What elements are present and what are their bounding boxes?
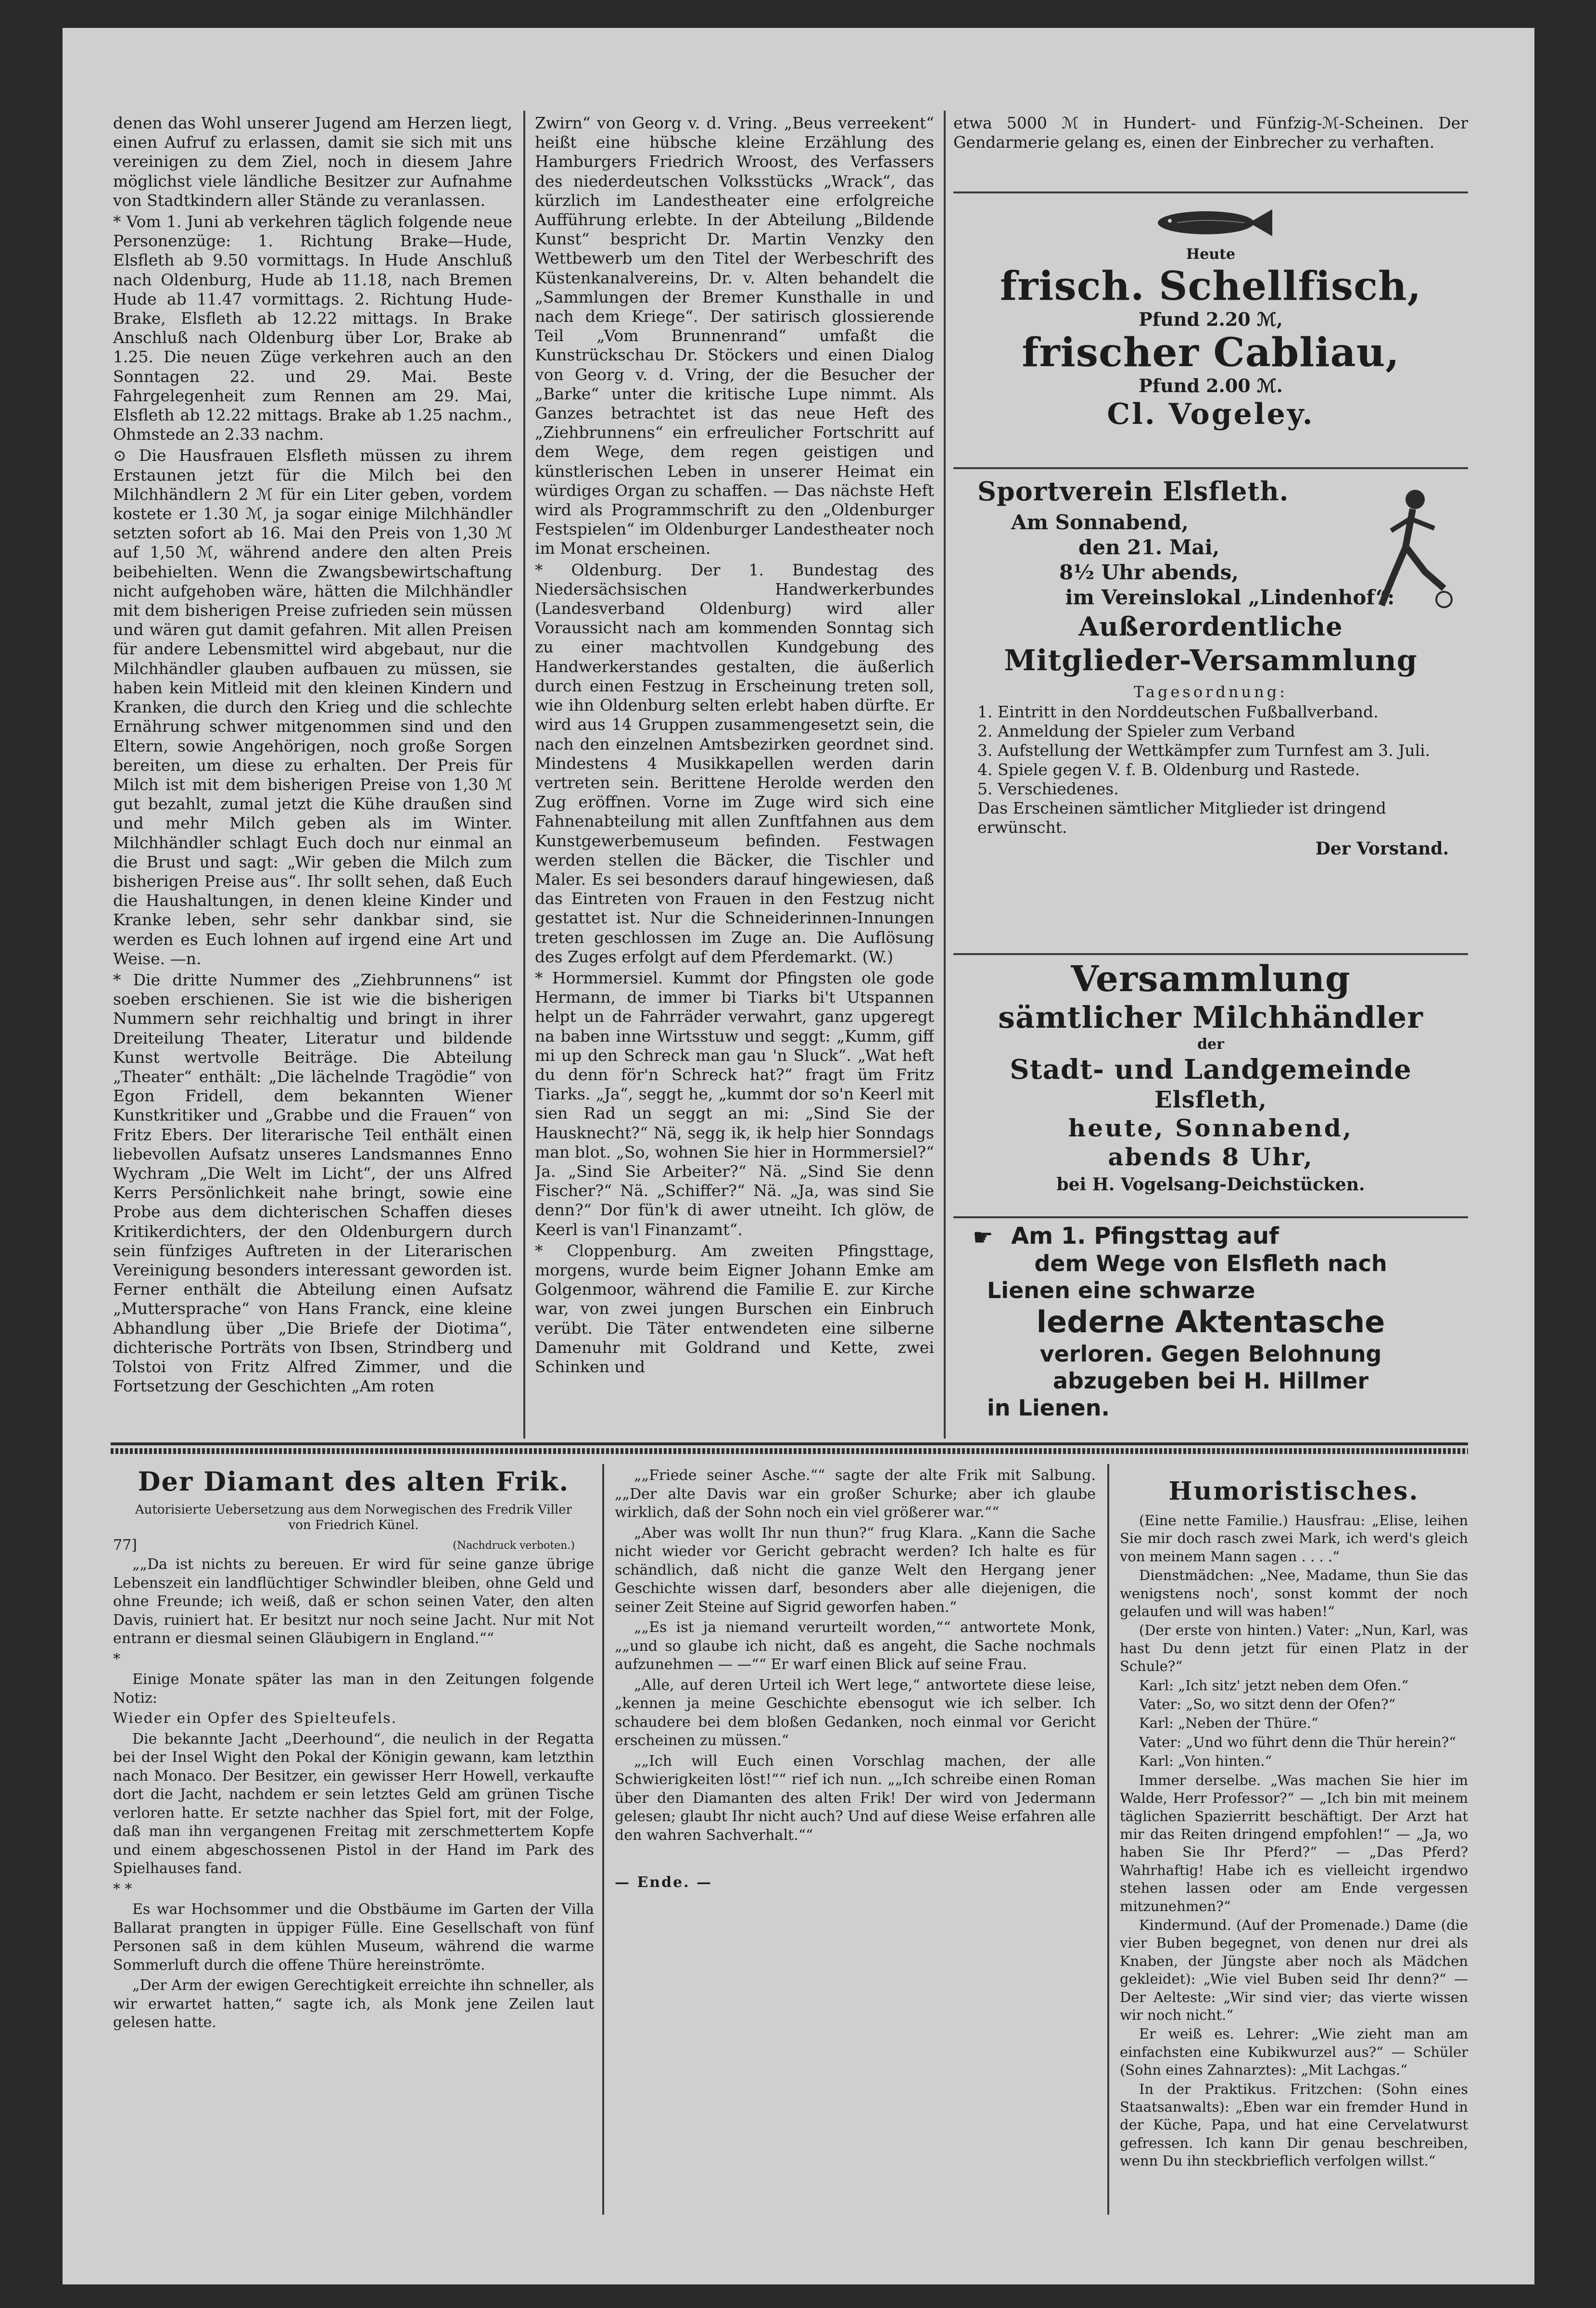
news-paragraph: * Cloppenburg. Am zweiten Pfingsttage, morgens, wurde beim Eigner Johann Emke am Golgenmoor, während die Familie E. zur Kirche war, von zwei jungen Burschen ein Einbruch verübt. Die Täter entwendeten eine silberne Damenuhr mit Goldrand und Kette, zwei Schinken und [535, 1241, 934, 1376]
news-column-1 [113, 114, 512, 1434]
humor-paragraph: Immer derselbe. „Was machen Sie hier im Walde, Herr Professor?“ — „Ich bin mit meinem täglichen Spazierritt beschäftigt. Der Arzt hat mir das Reiten dringend empfohlen!“ — „Ja, wo haben Sie Ihr Pferd?“ — „Das Pferd? Wahrhaftig! Habe ich es vielleicht irgendwo stehen lassen oder am Ende vergessen mitzunehmen?“ [1120, 1772, 1468, 1914]
story-paragraph: Es war Hochsommer und die Obstbäume im Garten der Villa Ballarat prangten in üppiger Fülle. Eine Gesellschaft von fünf Personen saß in dem kühlen Museum, während die warme Sommerluft durch die offene Thüre hereinströmte. [113, 1901, 594, 1974]
ad-divider [953, 953, 1468, 955]
humor-paragraph: In der Praktikus. Fritzchen: (Sohn eines Staatsanwalts): „Eben war ein fremder Hund in der Küche, Papa, und hat eine Cervelatwurst gefressen. Ich kann Dir genau beschreiben, wenn Du ihn steckbrieflich verfolgen willst.“ [1120, 2080, 1468, 2169]
ad-text: der [1197, 1036, 1224, 1053]
fish-icon [1148, 204, 1273, 242]
agenda-title: Tagesordnung: [1134, 683, 1288, 701]
ad-headline: frisch. Schellfisch, [1000, 263, 1422, 309]
ad-signature: Der Vorstand. [1315, 839, 1449, 859]
ad-text: den 21. Mai, [1078, 536, 1220, 559]
ad-headline: Elsfleth, [1154, 1086, 1267, 1113]
agenda-item: 1. Eintritt in den Norddeutschen Fußballverband. [977, 702, 1379, 721]
sport-club-advertisement [953, 475, 1468, 952]
news-paragraph: etwa 5000 ℳ in Hundert- und Fünfzig-ℳ-Scheinen. Der Gendarmerie gelang es, einen der Einbrecher zu verhaften. [953, 114, 1468, 152]
feuilleton-rule [111, 1448, 1468, 1454]
humor-paragraph: Vater: „So, wo sitzt denn der Ofen?“ [1139, 1696, 1396, 1713]
humor-paragraph: (Der erste von hinten.) Vater: „Nun, Karl, was hast Du denn jetzt für einen Platz in der Schule?“ [1120, 1622, 1468, 1675]
ad-headline: frischer Cabliau, [1022, 330, 1400, 376]
column-divider [1107, 1464, 1109, 2215]
column-divider [523, 111, 525, 1439]
column-divider [602, 1464, 604, 2215]
ad-headline: Versammlung [1071, 959, 1351, 1000]
news-paragraph: * Oldenburg. Der 1. Bundestag des Niedersächsischen Handwerkerbundes (Landesverband Oldenburg) wird aller Voraussicht nach am kommenden Sonntag sich zu einer machtvollen Kundgebung des Handwerkerstandes gestalten, die äußerlich durch einen Festzug in Erscheinung treten soll, wie ihn Oldenburg selten erlebt haben dürfte. Er wird aus 14 Gruppen zusammengesetzt sein, die nach den einzelnen Amtsbezirken geordnet sind. Mindestens 4 Musikkapellen werden darin vertreten sein. Berittene Herolde werden den Zug eröffnen. Vorne im Zuge wird sich eine Fahnenabteilung mit allen Zunftfahnen aus dem Kunstgewerbemuseum befinden. Festwagen werden stellen die Bäcker, die Tischler und Maler. Es sei besonders darauf hingewiesen, daß das Eintreten von Frauen in den Festzug nicht gestattet ist. Nur die Schneiderinnen-Innungen treten geschlossen im Zuge an. Die Auflösung des Zuges erfolgt auf dem Pferdemarkt. (W.) [535, 560, 934, 966]
humor-paragraph: Karl: „Von hinten.“ [1139, 1753, 1272, 1770]
serial-subtitle: Autorisierte Uebersetzung aus dem Norwegischen des Fredrik Viller von Friedrich Künel. [135, 1503, 572, 1532]
ad-text: Pfund 2.00 ℳ. [1139, 375, 1283, 396]
separator-star: * * [113, 1880, 132, 1898]
newspaper-page [63, 28, 1534, 2284]
milk-dealers-meeting-advertisement [953, 959, 1468, 1214]
humor-paragraph: Karl: „Ich sitz' jetzt neben dem Ofen.“ [1139, 1677, 1409, 1694]
story-paragraph: „„Ich will Euch einen Vorschlag machen, der alle Schwierigkeiten löst!““ rief ich nun. „„Ich schreibe einen Roman über den Diamanten des alten Frik! Der wird von Jedermann gelesen; glaubt Ihr nicht auch? Und auf diese Weise erfahren alle den wahren Sachverhalt.““ [615, 1752, 1096, 1844]
ad-text: Das Erscheinen sämtlicher Mitglieder ist dringend erwünscht. [977, 799, 1386, 837]
humor-paragraph: Kindermund. (Auf der Promenade.) Dame (die vier Buben begegnet, von denen nur drei als Knaben, der Jüngste aber noch als Mädchen gekleidet): „Wie viel Buben seid Ihr denn?“ — Der Aelteste: „Wir sind vier; das vierte wissen wir noch nicht.“ [1120, 1916, 1468, 2023]
ad-text: 8½ Uhr abends, [1059, 561, 1239, 584]
ad-headline: lederne Aktentasche [1036, 1304, 1385, 1339]
ad-headline: Sportverein Elsfleth. [977, 476, 1289, 507]
news-column-2 [535, 114, 934, 1434]
ad-divider [953, 467, 1468, 469]
ad-text: im Vereinslokal „Lindenhof“: [1065, 586, 1395, 609]
humor-paragraph: Vater: „Und wo führt denn die Thür herein?“ [1139, 1734, 1456, 1750]
story-end-mark: — Ende. — [615, 1874, 713, 1891]
story-paragraph: Die bekannte Jacht „Deerhound“, die neulich in der Regatta bei der Insel Wight den Pokal der Königin gewann, kam letzthin nach Monaco. Der Besitzer, ein gewisser Herr Howell, verkaufte dort die Jacht, nachdem er sein letztes Geld am grünen Tische verloren hatte. Er setzte nachher das Spiel fort, mit der Folge, daß man ihn vergangenen Freitag mit zerschmettertem Kopfe und einem abgeschossenen Pistol in der Hand im Park des Spielhauses fand. [113, 1730, 594, 1877]
humor-paragraph: Er weiß es. Lehrer: „Wie zieht man am einfachsten eine Kubikwurzel aus?“ — Schüler (Sohn eines Zahnarztes): „Mit Lachgas.“ [1120, 2026, 1468, 2078]
football-player-icon [1372, 485, 1454, 610]
humor-title: Humoristisches. [1168, 1477, 1419, 1506]
ad-divider [953, 1216, 1468, 1218]
ad-text: Am Sonnabend, [1011, 510, 1189, 534]
news-paragraph: * Vom 1. Juni ab verkehren täglich folgende neue Personenzüge: 1. Richtung Brake—Hude, Elsfleth ab 9.50 vormittags. In Hude Anschluß nach Oldenburg, Hude ab 11.18, nach Bremen Hude ab 11.47 vormittags. 2. Richtung Hude-Brake, Elsfleth ab 12.22 mittags. In Brake Anschluß nach Oldenburg über Lor, Brake ab 1.25. Die neuen Züge verkehren auch an den Sonntagen 22. und 29. Mai. Beste Fahrgelegenheit zum Rennen am 29. Mai, Elsfleth ab 12.22 mittags. Brake ab 1.25 nachm., Ohmstede an 2.33 nachm. [113, 212, 512, 444]
humor-paragraph: Karl: „Neben der Thüre.“ [1139, 1715, 1318, 1732]
ad-text: dem Wege von Elsfleth nach [1034, 1250, 1387, 1276]
news-paragraph: * Hormmersiel. Kummt dor Pfingsten ole gode Hermann, de immer bi Tiarks bi't Utspannen helpt un de Fahrräder verwahrt, ganz upgeregt na baben inne Wirtsstuw und seggt: „Kumm, giff mi up den Schreck man gau 'n Sluck“. „Wat heft du denn för'n Schreck hat?“ fragt üm Fritz Tiarks. „Ja“, seggt he, „kummt dor so'n Keerl mit sien Rad un seggt an mi: „Sind Sie der Hausknecht?“ Nä, segg ik, ik help hier Sonndags man blot. „So, wohnen Sie hier in Hormmersiel?“ Ja. „Sind Sie Arbeiter?“ Nä. „Sind Sie denn Fischer?“ Nä. „Schiffer?“ Nä. „Ja, was sind Sie denn?“ Dor fün'k di awer utneiht. Ich glöw, de Keerl is van'l Finanzamt“. [535, 968, 934, 1239]
news-paragraph: Zwirn“ von Georg v. d. Vring. „Beus verreekent“ heißt eine hübsche kleine Erzählung des Hamburgers Friedrich Wroost, des Verfassers des niederdeutschen Volksstücks „Wrack“, das kürzlich im Landestheater eine erfolgreiche Aufführung erlebte. In der Abteilung „Bildende Kunst“ bespricht Dr. Martin Venzky den Wettbewerb um den Titel der Werbeschrift des Küstenkanalvereins, Dr. v. Alten behandelt die „Sammlungen der Bremer Kunsthalle in und nach dem Kriege“. Der satirisch glossierende Teil „Vom Brunnenrand“ umfaßt die Kunstrückschau Dr. Stöckers und einen Dialog von Georg v. d. Vring, der die Besucher der „Barke“ unter die kritische Lupe nimmt. Als Ganzes betrachtet ist das neue Heft des „Ziehbrunnens“ ein erfreulicher Fortschritt auf dem Wege, dem regen geistigen und künstlerischen Leben in unserer Heimat ein würdiges Organ zu schaffen. — Das nächste Heft wird als Programmschrift zu den „Oldenburger Festspielen“ im Oldenburger Landestheater noch im Monat erscheinen. [535, 114, 934, 558]
story-paragraph: „Alle, auf deren Urteil ich Wert lege,“ antwortete diese leise, „kennen ja meine Geschichte ebensogut wie ich selber. Ich schaudere bei dem bloßen Gedanken, noch einmal vor Gericht erscheinen zu müssen.“ [615, 1676, 1096, 1749]
ad-headline: sämtlicher Milchhändler [998, 1000, 1423, 1035]
ad-text: Pfund 2.20 ℳ, [1139, 308, 1283, 330]
ad-text: Heute [1186, 246, 1236, 263]
story-headline: Wieder ein Opfer des Spielteufels. [113, 1710, 397, 1727]
ad-headline: Außerordentliche [1078, 611, 1343, 642]
news-paragraph: denen das Wohl unserer Jugend am Herzen liegt, einen Aufruf zu erlassen, damit sie sich mit uns vereinigen zu dem Ziel, noch in diesem Jahre möglichst viele ländliche Besitzer zur Aufnahme von Stadtkindern aller Stände zu veranlassen. [113, 114, 512, 210]
agenda-item: 3. Aufstellung der Wettkämpfer zum Turnfest am 3. Juli. [977, 741, 1431, 760]
ad-text: verloren. Gegen Belohnung [1039, 1341, 1382, 1367]
ad-headline: abends 8 Uhr, [1108, 1143, 1314, 1171]
agenda-item: 2. Anmeldung der Spieler zum Verband [977, 722, 1295, 740]
reprint-notice: (Nachdruck verboten.) [453, 1540, 575, 1552]
story-paragraph: „„Es ist ja niemand verurteilt worden,““ antwortete Monk, „„und so glaube ich nicht, daß es angeht, die Sache nochmals aufzunehmen — —““ Er warf einen Blick auf seine Frau. [615, 1619, 1096, 1673]
story-paragraph: Einige Monate später las man in den Zeitungen folgende Notiz: [113, 1671, 594, 1707]
fish-advertisement [953, 204, 1468, 463]
ad-headline: Mitglieder-Versammlung [1004, 644, 1418, 677]
agenda-item: 4. Spiele gegen V. f. B. Oldenburg und Rastede. [977, 760, 1360, 779]
story-paragraph: „Der Arm der ewigen Gerechtigkeit erreichte ihn schneller, als wir erwartet hatten,“ sagte ich, als Monk jene Zeilen laut gelesen hatte. [113, 1977, 594, 2031]
ad-text: abzugeben bei H. Hillmer [1052, 1368, 1369, 1394]
serial-story-column-1 [113, 1466, 594, 2256]
story-paragraph: „„Friede seiner Asche.““ sagte der alte Frik mit Salbung. „„Der alte Davis war ein großer Schurke; aber ich glaube wirklich, daß der Sohn noch ein viel größerer war.““ [615, 1467, 1096, 1521]
column-divider [944, 111, 946, 1439]
agenda-item: 5. Verschiedenes. [977, 779, 1119, 798]
separator-star: * [113, 1650, 120, 1668]
ad-signature: Cl. Vogeley. [1107, 397, 1315, 431]
serial-number: 77] [113, 1537, 137, 1554]
humor-paragraph: (Eine nette Familie.) Hausfrau: „Elise, leihen Sie mir doch rasch zwei Mark, ich werd's gleich von meinem Mann sagen . . . .“ [1120, 1512, 1468, 1565]
news-paragraph: ⊙ Die Hausfrauen Elsfleth müssen zu ihrem Erstaunen jetzt für die Milch bei den Milchhändlern 2 ℳ für ein Liter geben, vordem kostete er 1.30 ℳ, ja sogar einige Milchhändler setzten sofort ab 16. Mai den Preis von 1,30 ℳ auf 1,50 ℳ, während andere den alten Preis beibehielten. Wenn die Zwangsbewirtschaftung nicht aufgehoben wäre, hätten die Milchhändler mit dem bisherigen Preise zufrieden sein müssen und wären gut damit gefahren. Mit allen Preisen für andere Lebensmittel wird abgebaut, nur die Milchhändler glauben aufbauen zu müssen, sie haben kein Mitleid mit den kleinen Kindern und Kranken, die durch den Krieg und die schlechte Ernährung schwer mitgenommen sind und den Eltern, sowie Angehörigen, noch große Sorgen bereiten, um diese zu erhalten. Der Preis für Milch ist mit dem bisherigen Preise von 1,30 ℳ gut bezahlt, zumal jetzt die Kühe draußen sind und mehr Milch geben als im Winter. Milchhändler schlagt Euch doch nur einmal an die Brust und sagt: „Wir geben die Milch zum bisherigen Preise aus“. Ihr sollt sehen, daß Euch die Haushaltungen, in denen kleine Kinder und Kranke leben, sehr sehr dankbar sind, sie werden es Euch lohnen auf irgend eine Art und Weise. —n. [113, 446, 512, 968]
pointing-hand-icon: ☛ [973, 1224, 994, 1251]
ad-text: in Lienen. [987, 1395, 1110, 1421]
ad-text: bei H. Vogelsang-Deichstücken. [1056, 1174, 1365, 1195]
story-paragraph: „„Da ist nichts zu bereuen. Er wird für seine ganze übrige Lebenszeit ein landflüchtiger Schwindler bleiben, ohne Geld und ohne Freunde; ich weiß, daß er schon seinen Vater, den alten Davis, ruiniert hat. Er besitzt nur noch seine Jacht. Nur mit Not entrann er diesmal seinen Gläubigern in England.““ [113, 1556, 594, 1647]
story-paragraph: „Aber was wollt Ihr nun thun?“ frug Klara. „Kann die Sache nicht wieder vor Gericht gebracht werden? Ich halte es für schändlich, daß nicht die ganze Welt den Hergang jener Geschichte wissen darf, besonders aber alle diejenigen, die seiner Zeit Steine auf Sigrid geworfen haben.“ [615, 1524, 1096, 1616]
ad-text: Lienen eine schwarze [987, 1277, 1255, 1303]
ad-text: Am 1. Pfingsttag auf [1011, 1223, 1279, 1250]
feuilleton-rule [111, 1442, 1468, 1445]
ad-headline: heute, Sonnabend, [1068, 1114, 1354, 1142]
serial-title: Der Diamant des alten Frik. [138, 1466, 570, 1497]
news-column-3 [953, 114, 1468, 181]
ad-headline: Stadt- und Landgemeinde [1010, 1054, 1412, 1085]
humor-paragraph: Dienstmädchen: „Nee, Madame, thun Sie das wenigstens noch', sonst kommt der noch gelaufen und will was haben!“ [1120, 1567, 1468, 1620]
serial-story-column-2 [615, 1466, 1096, 2256]
lost-bag-advertisement [953, 1222, 1468, 1434]
ad-divider [953, 191, 1468, 193]
humor-column [1120, 1476, 1468, 2256]
news-paragraph: * Die dritte Nummer des „Ziehbrunnens“ ist soeben erschienen. Sie ist wie die bisherigen Nummern sehr reichhaltig und bringt in ihrer Dreiteilung Theater, Literatur und bildende Kunst wertvolle Beiträge. Die Abteilung „Theater“ enthält: „Die lächelnde Tragödie“ von Egon Fridell, dem bekannten Wiener Kunstkritiker und „Grabbe und die Frauen“ von Fritz Ebers. Der literarische Teil enthält einen liebevollen Aufsatz unseres Landsmannes Enno Wychram „Die Welt im Licht“, der uns Alfred Kerrs Persönlichkeit nahe bringt, sowie eine Probe aus dem dichterischen Schaffen dieses Kritikerdichters, der den Oldenburgern durch sein fünfziges Auftreten in der Literarischen Vereinigung besonders interessant geworden ist. Ferner enthält die Abteilung einen Aufsatz „Muttersprache“ von Hans Franck, eine kleine Abhandlung über „Die Briefe der Diotima“, dichterische Porträts von Ibsen, Strindberg und Tolstoi von Fritz Alfred Zimmer, und die Fortsetzung der Geschichten „Am roten [113, 970, 512, 1396]
